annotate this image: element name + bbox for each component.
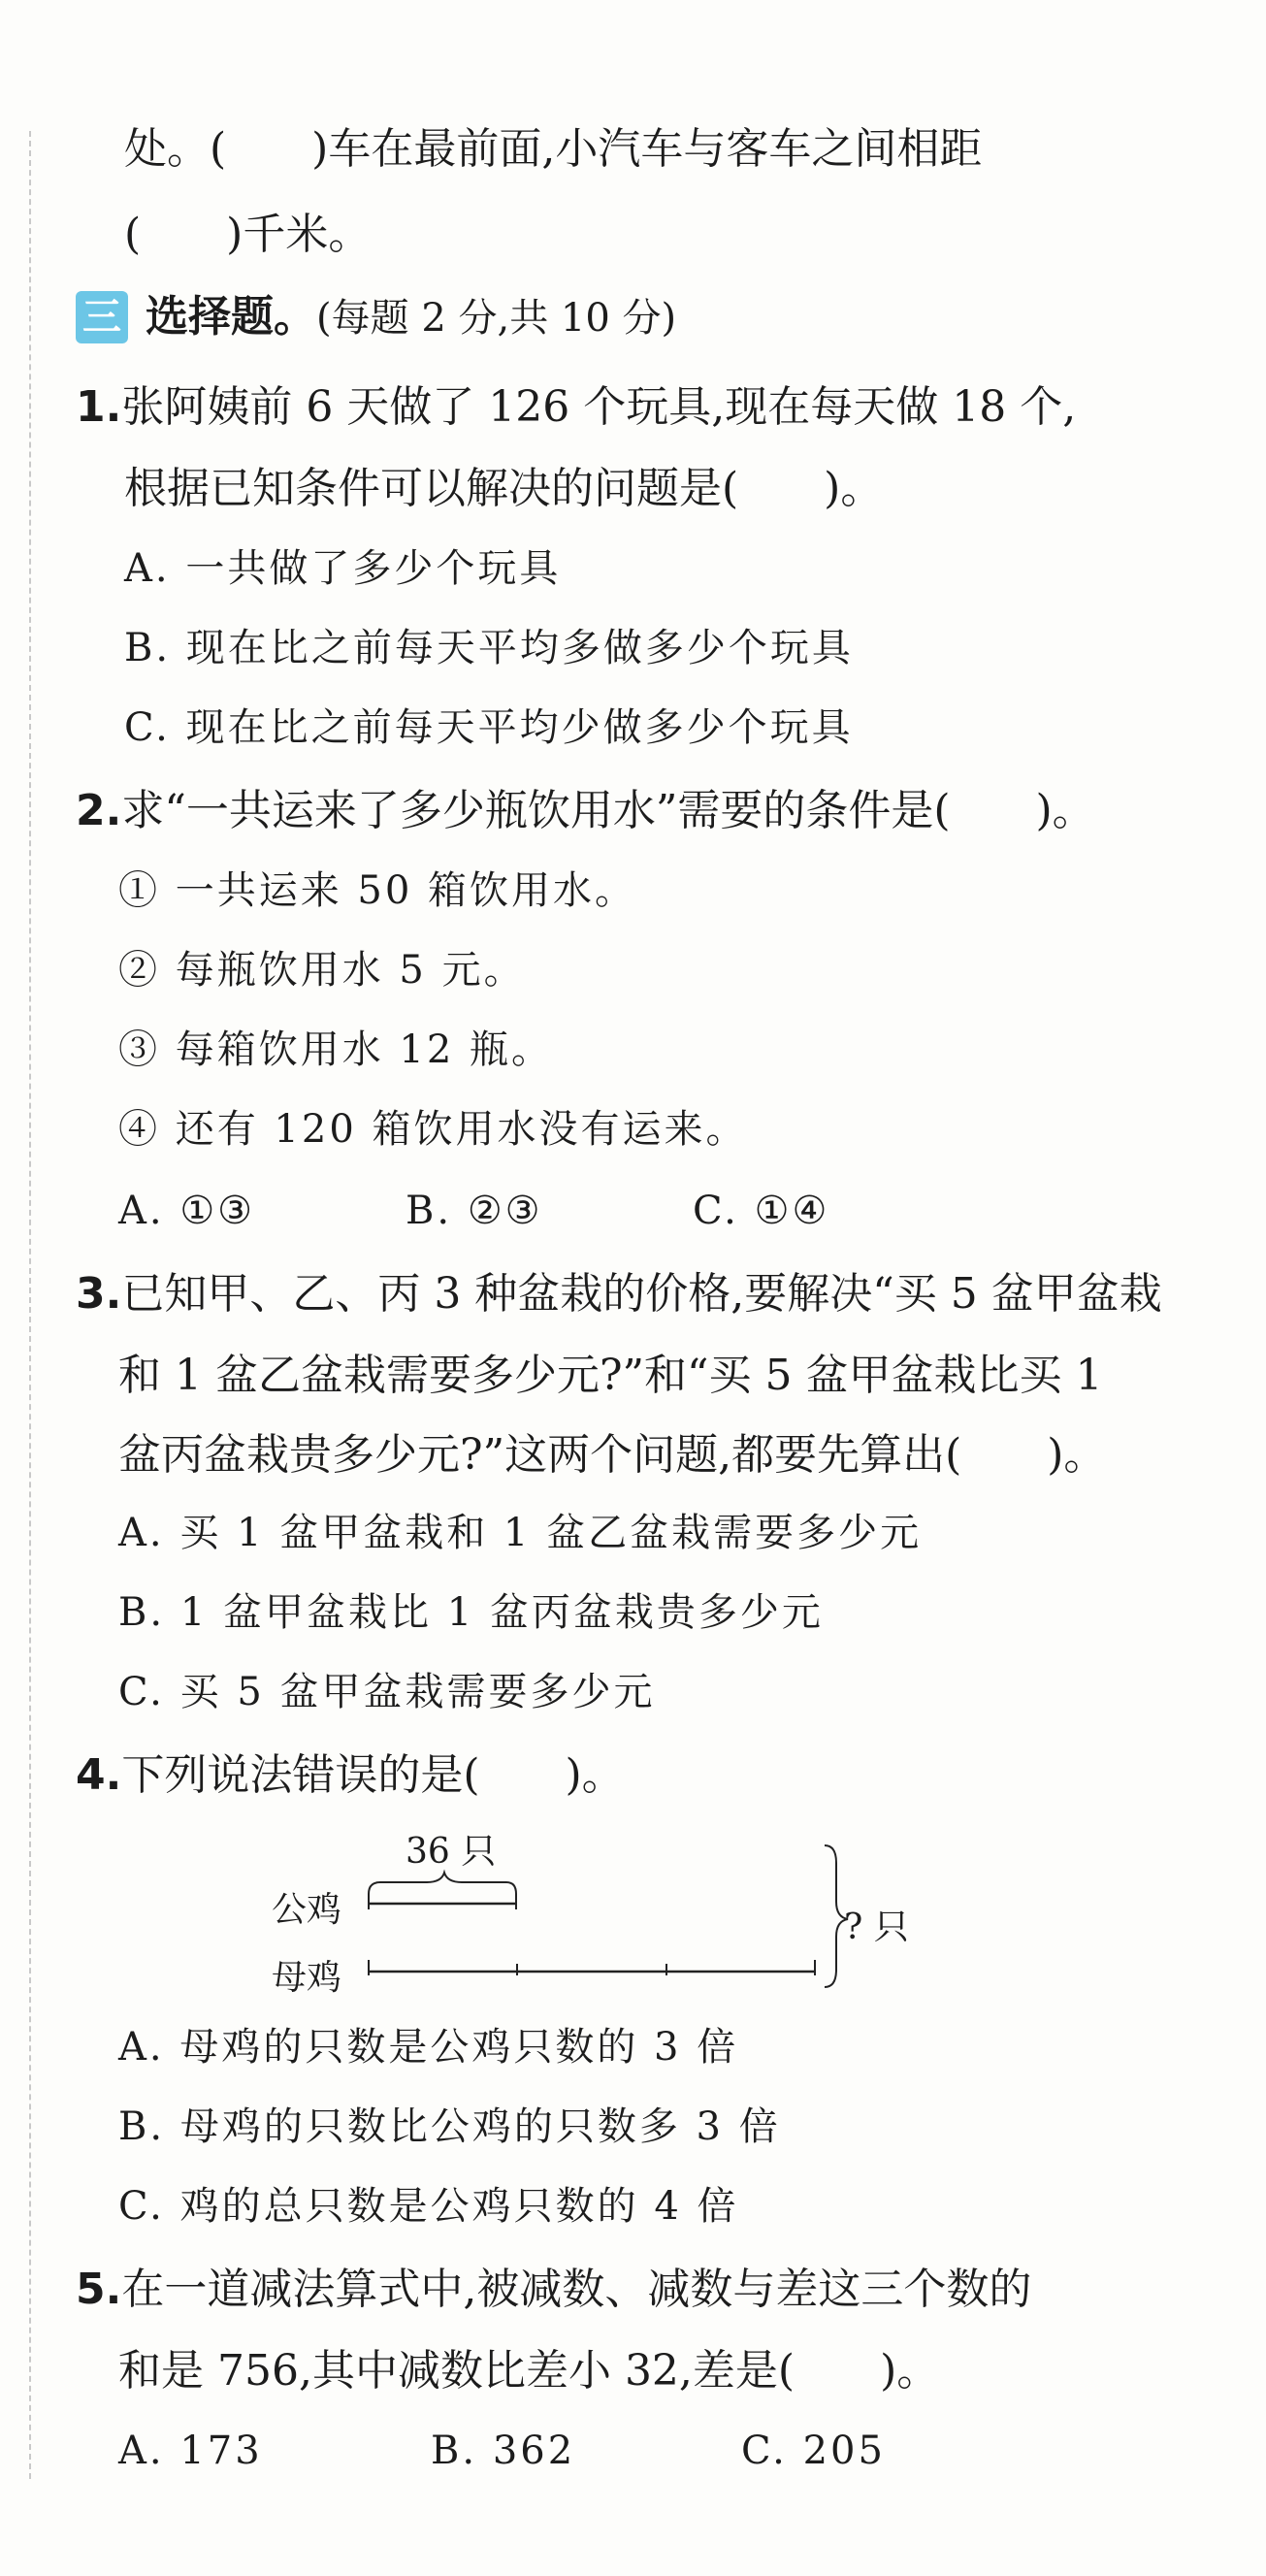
question-5-line-1: [76, 2265, 1032, 2314]
question-2-condition-1: ① 一共运来 50 箱饮用水。: [118, 868, 637, 913]
diagram-rooster-brace: [369, 1873, 516, 1894]
question-2-option-a: A. ①③: [118, 1189, 256, 1233]
margin-rule: [29, 131, 31, 2479]
question-1-text: 张阿姨前 6 天做了 126 个玩具,现在每天做 18 个,: [121, 382, 1077, 432]
question-3-option-a: A. 买 1 盆甲盆栽和 1 盆乙盆栽需要多少元: [118, 1511, 923, 1555]
section-number-badge: 三: [76, 291, 128, 343]
question-5-text: 在一道减法算式中,被减数、减数与差这三个数的: [121, 2265, 1032, 2314]
question-5-option-a: A. 173: [118, 2429, 263, 2473]
diagram-lines: [262, 1824, 941, 1999]
continued-text-line-1: 处。( )车在最前面,小汽车与客车之间相距: [124, 124, 983, 174]
question-1-line-1: [76, 382, 1077, 432]
question-1-option-a: A. 一共做了多少个玩具: [124, 546, 562, 591]
question-3-line-1: [76, 1269, 1162, 1319]
question-2-condition-3: ③ 每箱饮用水 12 瓶。: [118, 1027, 554, 1072]
question-2-line-1: [76, 786, 1095, 835]
question-1-option-c: C. 现在比之前每天平均少做多少个玩具: [124, 705, 854, 750]
question-4-option-b: B. 母鸡的只数比公鸡的只数多 3 倍: [118, 2104, 781, 2149]
question-2-condition-2: ② 每瓶饮用水 5 元。: [118, 948, 526, 993]
section-title: 选择题。: [146, 292, 316, 342]
question-3-line-2: 和 1 盆乙盆栽需要多少元?”和“买 5 盆甲盆栽比买 1: [118, 1351, 1103, 1400]
question-2-option-c: C. ①④: [693, 1189, 830, 1233]
question-3-text: 已知甲、乙、丙 3 种盆栽的价格,要解决“买 5 盆甲盆栽: [121, 1269, 1162, 1319]
line-segment-diagram: [262, 1824, 941, 1999]
question-2-condition-4: ④ 还有 120 箱饮用水没有运来。: [118, 1107, 748, 1152]
question-3-line-3: 盆丙盆栽贵多少元?”这两个问题,都要先算出( )。: [118, 1430, 1107, 1480]
question-2-option-b: B. ②③: [406, 1189, 543, 1233]
question-3-number: 3.: [76, 1269, 122, 1319]
question-5-line-2: 和是 756,其中减数比差小 32,差是( )。: [118, 2346, 940, 2396]
section-header: [146, 292, 677, 342]
question-2-number: 2.: [76, 786, 122, 835]
question-4-option-a: A. 母鸡的只数是公鸡只数的 3 倍: [118, 2025, 739, 2070]
question-1-option-b: B. 现在比之前每天平均多做多少个玩具: [124, 626, 854, 670]
question-5-number: 5.: [76, 2265, 122, 2314]
question-4-number: 4.: [76, 1750, 122, 1800]
section-score-note: (每题 2 分,共 10 分): [316, 296, 677, 341]
diagram-total-label: ? 只: [844, 1908, 909, 1947]
continued-text-line-2: ( )千米。: [124, 210, 372, 259]
question-4-option-c: C. 鸡的总只数是公鸡只数的 4 倍: [118, 2184, 739, 2229]
question-1-number: 1.: [76, 382, 122, 432]
diagram-rooster-label: 公鸡: [272, 1890, 342, 1930]
question-1-line-2: 根据已知条件可以解决的问题是( )。: [124, 464, 884, 513]
diagram-hen-label: 母鸡: [272, 1958, 342, 1998]
question-3-option-b: B. 1 盆甲盆栽比 1 盆丙盆栽贵多少元: [118, 1590, 824, 1635]
question-5-option-b: B. 362: [431, 2429, 576, 2473]
question-3-option-c: C. 买 5 盆甲盆栽需要多少元: [118, 1670, 656, 1714]
question-4-line-1: [76, 1750, 625, 1800]
diagram-total-brace: [825, 1845, 848, 1987]
question-5-option-c: C. 205: [741, 2429, 886, 2473]
question-4-text: 下列说法错误的是( )。: [121, 1750, 625, 1800]
diagram-rooster-count-label: 36 只: [406, 1832, 497, 1872]
question-2-text: 求“一共运来了多少瓶饮用水”需要的条件是( )。: [121, 786, 1095, 835]
